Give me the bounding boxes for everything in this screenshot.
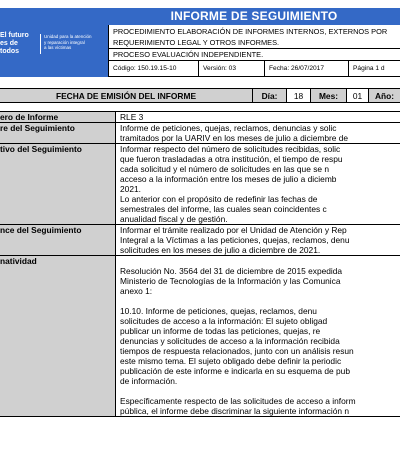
row-label-text: natividad [0, 256, 37, 266]
row-line: solicitudes de acceso a la información: El sujeto obligad [120, 316, 328, 326]
row-line: anexo 1: [120, 286, 153, 296]
document-title: INFORME DE SEGUIMIENTO [108, 8, 400, 25]
table-row-report-number [0, 111, 400, 123]
row-line: Ministerio de Tecnologías de la Información y las Comunica [120, 276, 341, 286]
emission-month-value: 01 [346, 88, 368, 103]
row-line: pública, el informe debe discriminar la siguiente información n [120, 406, 350, 416]
row-spacer [120, 296, 400, 306]
row-label [0, 256, 116, 417]
row-line: anualidad fiscal y de gestión. [120, 214, 228, 224]
document-version: Versión: 03 [198, 61, 264, 77]
row-label [0, 111, 116, 123]
emission-date-strip [0, 88, 400, 103]
row-line: denuncias y solicitudes de acceso a la información recibida [120, 336, 340, 346]
row-label [0, 123, 116, 144]
logo-divider [40, 34, 41, 54]
row-value [116, 225, 400, 256]
table-row-scope [0, 225, 400, 256]
row-label-text: ero de Informe [0, 112, 59, 122]
document-date: Fecha: 26/07/2017 [264, 61, 348, 77]
row-spacer [120, 256, 400, 266]
row-line: Resolución No. 3564 del 31 de diciembre de 2015 expedida [120, 266, 343, 276]
row-line: 2021. [120, 184, 141, 194]
row-line: 10.10. Informe de peticiones, quejas, reclamos, denu [120, 306, 317, 316]
row-line: Informe de peticiones, quejas, reclamos, denuncias y solic [120, 123, 337, 133]
logo-unit-line1: Unidad para la atención [44, 34, 92, 39]
row-value [116, 123, 400, 144]
row-line: semestrales del informe, las cuales sean coincidentes c [120, 204, 327, 214]
row-line: Informar el trámite realizado por el Unidad de Atención y Rep [120, 225, 347, 235]
row-line: acceso a la información entre los meses de julio a diciemb [120, 174, 337, 184]
logo-unit-line2: y reparación integral [44, 39, 85, 45]
row-line: tiempos de respuesta relacionados, junto con un análisis resun [120, 346, 354, 356]
row-label [0, 144, 116, 225]
row-line: cada solicitud y el número de solicitudes en las que se n [120, 164, 330, 174]
emission-year-label: Año: [368, 88, 400, 103]
row-line: tramitados por la UARIV en los meses de julio a diciembre de [120, 133, 349, 143]
table-row-objective [0, 144, 400, 225]
logo-unit-name [44, 34, 106, 51]
row-line: Integral a la Víctimas a las peticiones, quejas, reclamos, denu [120, 235, 350, 245]
logo-slogan-line1: El futuro [0, 32, 29, 39]
document-code: Código: 150.19.15-10 [108, 61, 198, 77]
table-row-report-name [0, 123, 400, 144]
document-header [0, 8, 400, 77]
row-label-text: tivo del Seguimiento [0, 144, 82, 154]
row-line: Informar respecto del número de solicitudes recibidas, solic [120, 144, 341, 154]
table-row-regulations [0, 256, 400, 417]
emission-month-label: Mes: [310, 88, 346, 103]
row-label [0, 225, 116, 256]
row-line: solicitudes en los meses de julio a diciembre de 2021. [120, 245, 321, 255]
row-label-text: re del Seguimiento [0, 123, 75, 133]
row-value [116, 111, 400, 123]
logo-slogan-line2: es de todos [0, 40, 20, 55]
emission-date-label: FECHA DE EMISIÓN DEL INFORME [0, 88, 252, 103]
document-metadata [108, 61, 400, 77]
emission-day-label: Día: [252, 88, 286, 103]
report-table [0, 111, 400, 417]
row-line: que fueron trasladadas a otra institución, el tiempo de respu [120, 154, 343, 164]
logo-unit-line3: a las víctimas [44, 45, 72, 50]
procedure-line1: PROCEDIMIENTO ELABORACIÓN DE INFORMES INTERNOS, EXTERNOS POR [113, 27, 388, 36]
emission-day-value: 18 [286, 88, 310, 103]
row-line: de información. [120, 376, 178, 386]
row-value [116, 144, 400, 225]
procedure-name [108, 25, 400, 49]
row-label-text: nce del Seguimiento [0, 225, 82, 235]
logo-slogan [0, 32, 36, 56]
row-line: Lo anterior con el propósito de redefinir las fechas de [120, 194, 318, 204]
row-line: publicación de este informe e indicarla en su esquema de pub [120, 366, 350, 376]
row-spacer [120, 386, 400, 396]
document-page-number: Página 1 d [348, 61, 400, 77]
process-name: PROCESO EVALUACIÓN INDEPENDIENTE. [108, 49, 400, 61]
institution-logo [0, 8, 108, 77]
row-line: este mismo tema. El sujeto obligado debe definir la periodic [120, 356, 342, 366]
procedure-line2: REQUERIMIENTO LEGAL Y OTROS INFORMES. [113, 38, 280, 47]
row-line: Específicamente respecto de las solicitudes de acceso a inform [120, 396, 356, 406]
row-value [116, 256, 400, 417]
row-line: publicar un informe de todas las peticiones, quejas, re [120, 326, 321, 336]
row-line: RLE 3 [120, 112, 144, 122]
